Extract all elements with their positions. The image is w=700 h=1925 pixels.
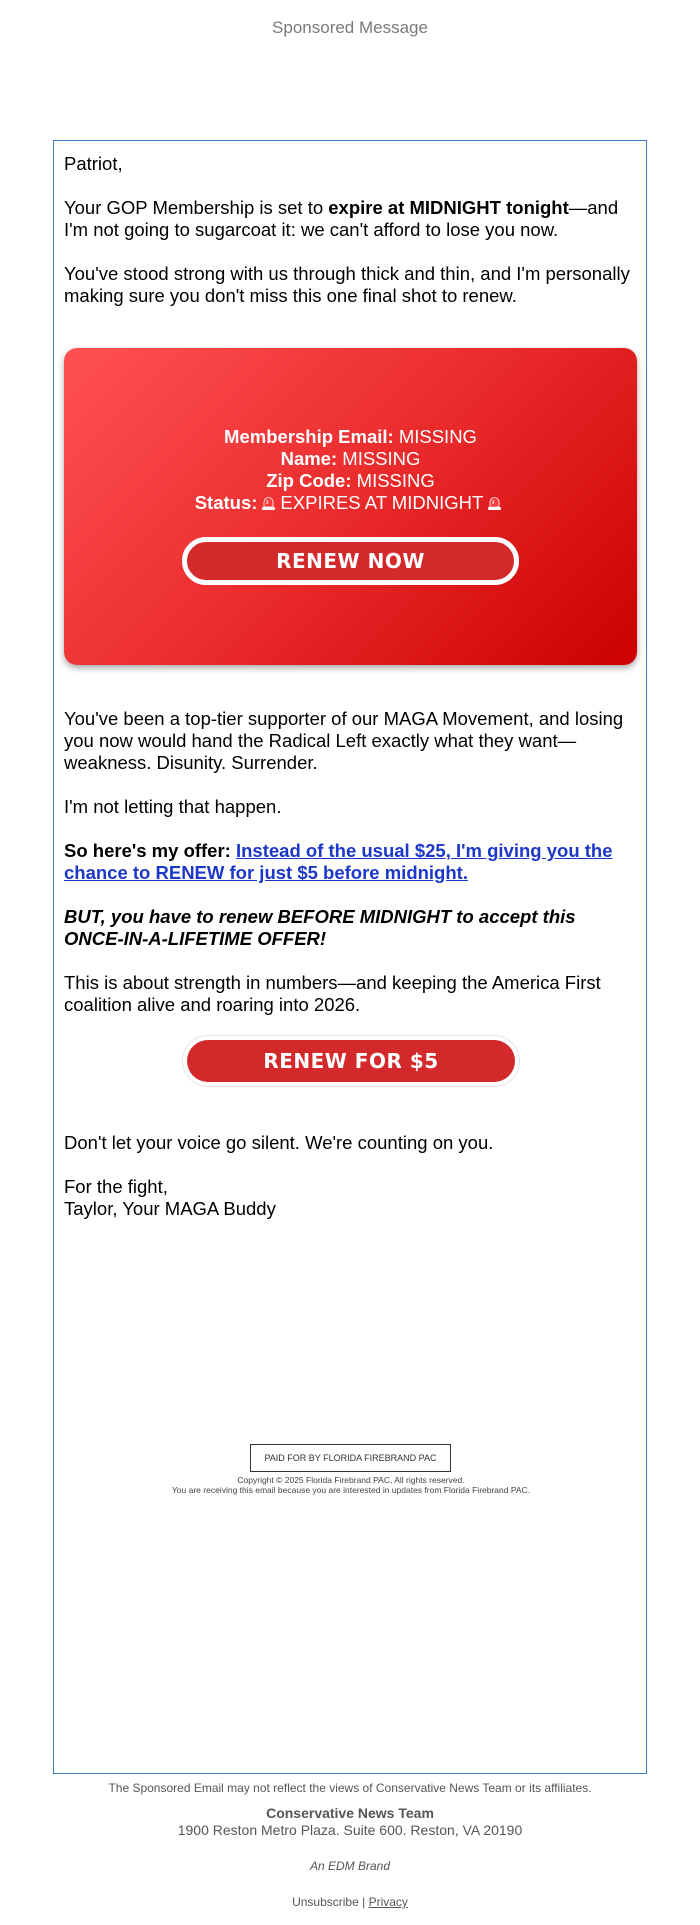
siren-icon <box>261 496 276 510</box>
footer-separator: | <box>362 1895 366 1909</box>
paragraph-membership-expiring <box>64 197 638 241</box>
status-label: Status: <box>194 492 258 513</box>
receiving-reason-line: You are receiving this email because you are interested in updates from Florida Firebrand PAC. <box>171 1485 531 1495</box>
siren-icon <box>487 496 502 510</box>
status-line <box>64 492 637 514</box>
signature: Taylor, Your MAGA Buddy <box>64 1198 276 1219</box>
paragraph-strength-in-numbers: This is about strength in numbers—and keeping the America First coalition alive and roaring into 2026. <box>64 972 601 1015</box>
paragraph-voice-silent: Don't let your voice go silent. We're counting on you. <box>64 1132 494 1153</box>
renew-for-5-button[interactable]: RENEW FOR $5 <box>187 1040 515 1082</box>
footer-links <box>0 1895 700 1909</box>
zip-line <box>64 470 637 492</box>
footer-brand: An EDM Brand <box>309 1859 391 1873</box>
email-frame <box>53 140 647 1774</box>
name-line <box>64 448 637 470</box>
status-value: EXPIRES AT MIDNIGHT <box>280 492 484 513</box>
copyright-line: Copyright © 2025 Florida Firebrand PAC, All rights reserved. <box>237 1475 465 1485</box>
renew-for-5-button-wrapper <box>182 1035 520 1087</box>
name-label: Name: <box>280 448 338 469</box>
paragraph-stood-strong: You've stood strong with us through thick and thin, and I'm personally making sure you don't miss this one final shot to renew. <box>64 263 630 306</box>
name-value: MISSING <box>342 448 421 469</box>
renew-now-button[interactable]: RENEW NOW <box>182 537 519 585</box>
membership-email-value: MISSING <box>398 426 477 447</box>
signoff: For the fight, <box>64 1176 168 1197</box>
paragraph-once-in-a-lifetime: BUT, you have to renew BEFORE MIDNIGHT to accept this ONCE-IN-A-LIFETIME OFFER! <box>64 906 576 949</box>
zip-label: Zip Code: <box>266 470 352 491</box>
paid-for-disclaimer: PAID FOR BY FLORIDA FIREBRAND PAC <box>250 1444 451 1472</box>
membership-details <box>64 426 637 514</box>
greeting: Patriot, <box>64 153 123 174</box>
p1-bold: expire at MIDNIGHT tonight <box>328 197 569 218</box>
paragraph-not-letting: I'm not letting that happen. <box>64 796 282 817</box>
renew-offer-link[interactable]: Instead of the usual $25, I'm giving you the chance to RENEW for just $5 before midnight. <box>64 840 613 883</box>
sponsored-message-label: Sponsored Message <box>272 18 428 37</box>
membership-email-line <box>64 426 637 448</box>
unsubscribe-link[interactable]: Unsubscribe <box>292 1895 359 1909</box>
privacy-link[interactable]: Privacy <box>368 1895 408 1909</box>
p1-text: Your GOP Membership is set to <box>64 197 329 218</box>
paragraph-top-tier-supporter: You've been a top-tier supporter of our MAGA Movement, and losing you now would hand the Radical Left exactly what they want—weakness. Disunity. Surrender. <box>64 708 624 773</box>
footer-disclaimer: The Sponsored Email may not reflect the views of Conservative News Team or its affiliates. <box>108 1781 592 1795</box>
membership-email-label: Membership Email: <box>224 426 394 447</box>
p1-tail: —and I'm not going to sugarcoat it: we can't afford to lose you now. <box>64 197 619 240</box>
footer-org-name: Conservative News Team <box>266 1805 434 1821</box>
paragraph-offer <box>64 840 638 884</box>
offer-lead: So here's my offer: <box>64 840 236 861</box>
zip-value: MISSING <box>356 470 435 491</box>
membership-alert-card <box>64 348 637 665</box>
footer-address: 1900 Reston Metro Plaza. Suite 600. Reston, VA 20190 <box>177 1822 523 1838</box>
